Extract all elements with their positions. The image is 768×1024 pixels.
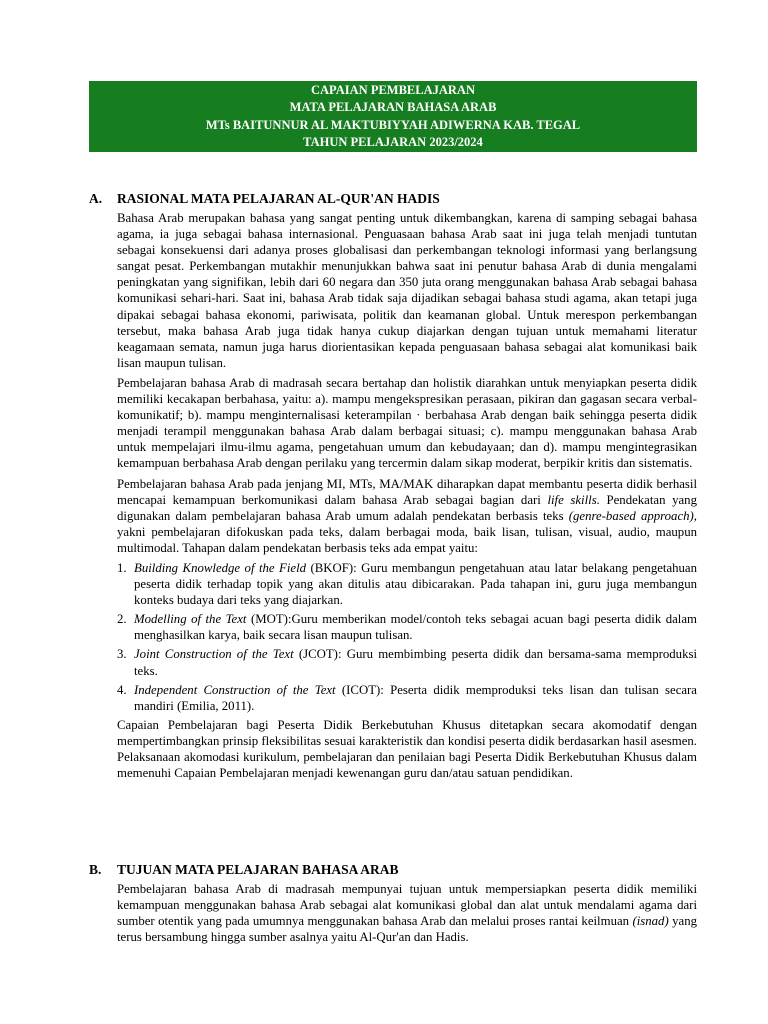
banner-line-3: MTs BAITUNNUR AL MAKTUBIYYAH ADIWERNA KAB. TEGAL <box>205 117 581 132</box>
section-b-paragraph-1: Pembelajaran bahasa Arab di madrasah mempunyai tujuan untuk mempersiapkan peserta didik memiliki kemampuan menggunakan bahasa Arab sebagai alat komunikasi global dan alat untuk mendalami agama dari sumber otentik yang pada umumnya menggunakan bahasa Arab dan melalui proses rantai keilmuan (isnad) yang terus bersambung hingga sumber asalnya yaitu Al-Qur'an dan Hadis. <box>117 882 697 945</box>
list-item: 4. Independent Construction of the Text (ICOT): Peserta didik memproduksi teks lisan dan tulisan secara mandiri (Emilia, 2011). <box>117 682 697 713</box>
list-item: 2. Modelling of the Text (MOT):Guru memberikan model/contoh teks sebagai acuan bagi peserta didik dalam menghasilkan karya, baik secara lisan maupun tulisan. <box>117 612 697 643</box>
banner-line-2: MATA PELAJARAN BAHASA ARAB <box>289 100 497 114</box>
banner-line-1: CAPAIAN PEMBELAJARAN <box>310 82 475 97</box>
section-b-heading <box>89 862 399 878</box>
section-b-letter: B. <box>89 862 102 877</box>
section-a-paragraph-4: Capaian Pembelajaran bagi Peserta Didik Berkebutuhan Khusus ditetapkan secara akomodatif dengan mempertimbangkan prinsip fleksibilitas sesuai karakteristik dan kondisi peserta didik berdasarkan hasil asesmen. Pelaksanaan akomodasi kurikulum, pembelajaran dan penilaian bagi Peserta Didik Berkebutuhan Khusus dalam memenuhi Capaian Pembelajaran menjadi kewenangan guru dan/atau satuan pendidikan. <box>117 717 697 781</box>
title-banner <box>89 81 697 152</box>
list-item: 3. Joint Construction of the Text (JCOT): Guru membimbing peserta didik dan bersama-sama memproduksi teks. <box>117 647 697 678</box>
section-a-paragraph-3: Pembelajaran bahasa Arab pada jenjang MI, MTs, MA/MAK diharapkan dapat membantu peserta didik berhasil mencapai kemampuan berkomunikasi dalam bahasa Arab sebagai bagian dari life skills. Pendekatan yang digunakan dalam pembelajaran bahasa Arab umum adalah pendekatan berbasis teks (genre-based approach), yakni pembelajaran difokuskan pada teks, dalam berbagai moda, baik lisan, tulisan, visual, audio, maupun multimodal. Tahapan dalam pendekatan berbasis teks ada empat yaitu: <box>117 476 697 555</box>
banner-line-4: TAHUN PELAJARAN 2023/2024 <box>303 135 483 149</box>
stages-list <box>117 560 697 714</box>
list-item: 1. Building Knowledge of the Field (BKOF): Guru membangun pengetahuan atau latar belakang pengetahuan peserta didik terhadap topik yang akan ditulis atau dibicarakan. Pada tahapan ini, guru juga membangun konteks budaya dari teks yang diajarkan. <box>117 560 698 608</box>
section-a-letter: A. <box>89 191 103 206</box>
section-a-title: RASIONAL MATA PELAJARAN AL-QUR'AN HADIS <box>117 191 440 206</box>
section-b-body <box>117 881 697 945</box>
section-a-heading <box>89 191 440 207</box>
section-a-paragraph-1: Bahasa Arab merupakan bahasa yang sangat penting untuk dikembangkan, karena di samping sebagai bahasa agama, ia juga sebagai bahasa internasional. Penguasaan bahasa Arab saat ini juga telah menjadi tuntutan sebagai konsekuensi dari adanya proses globalisasi dan perkembangan teknologi informasi yang berlangsung sangat pesat. Perkembangan mutakhir menunjukkan bahwa saat ini penutur bahasa Arab di dunia mengalami peningkatan yang signifikan, lebih dari 60 negara dan 350 juta orang menggunakan bahasa Arab sebagai bahasa komunikasi sehari-hari. Saat ini, bahasa Arab tidak saja dijadikan sebagai bahasa studi agama, akan tetapi juga dipakai sebagai bahasa ekonomi, pariwisata, politik dan keamanan global. Untuk merespon perkembangan tersebut, maka bahasa Arab juga tidak hanya cukup diajarkan dengan tujuan untuk memahami literatur keagamaan semata, namun juga harus diorientasikan kepada penguasaan bahasa sebagai alat komunikasi baik lisan maupun tulisan. <box>117 211 697 370</box>
section-b-title: TUJUAN MATA PELAJARAN BAHASA ARAB <box>117 862 399 877</box>
section-a-body <box>117 210 697 781</box>
section-a-paragraph-2: Pembelajaran bahasa Arab di madrasah secara bertahap dan holistik diarahkan untuk menyiapkan peserta didik memiliki kecakapan berbahasa, yaitu: a). mampu mengekspresikan perasaan, pikiran dan gagasan secara verbal-komunikatif; b). mampu menginternalisasi keterampilan · berbahasa Arab dengan baik sehingga peserta didik menjadi terampil menggunakan bahasa Arab dalam berbagai situasi; c). mampu menggunakan bahasa Arab untuk mempelajari ilmu-ilmu agama, pengetahuan umum dan kebudayaan; dan d). mampu mengintegrasikan kemampuan berbahasa Arab dengan perilaku yang tercermin dalam sikap moderat, berpikir kritis dan sistematis. <box>117 375 697 471</box>
